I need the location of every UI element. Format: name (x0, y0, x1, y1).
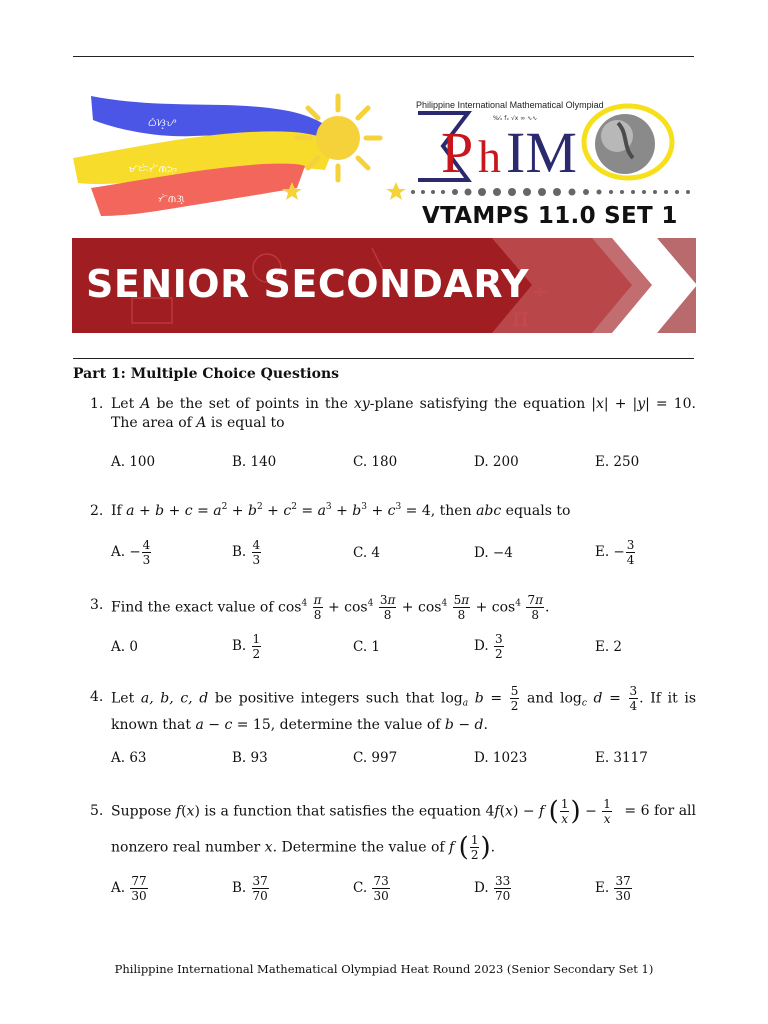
svg-text:IM: IM (506, 120, 577, 185)
banner-title: SENIOR SECONDARY (86, 262, 530, 306)
question-number: 3. (90, 597, 104, 613)
option-a[interactable]: A. $\frac{77}{30}$ (111, 874, 147, 903)
option-e[interactable]: E. 2 (595, 639, 623, 655)
section-rule (73, 358, 694, 359)
option-d[interactable]: D. 1023 (474, 750, 528, 766)
option-e[interactable]: E. 3117 (595, 750, 648, 766)
option-d[interactable]: D. 200 (474, 454, 519, 470)
question-number: 4. (90, 689, 104, 705)
option-a[interactable]: A. − $\frac{4}{3}$ (111, 538, 151, 567)
question-text: Suppose f(x) is a function that satisfies the equation 4f(x) − f ( $\frac{1}{x}$ ) − $\frac{1}{x}$ = 6 for all nonzero real number x. Determine the value of f ( $\frac{1}{2}$ ). (111, 796, 696, 862)
phimo-logo (418, 106, 672, 185)
svg-text:%⁄ₓ fₓ √x ∞ ∿∿: %⁄ₓ fₓ √x ∞ ∿∿ (493, 115, 538, 122)
sun-icon (296, 96, 380, 180)
option-e[interactable]: E. $\frac{37}{30}$ (595, 874, 631, 903)
option-a[interactable]: A. 100 (111, 454, 156, 470)
svg-text:÷: ÷ (532, 279, 549, 303)
question-number: 1. (90, 396, 104, 412)
org-name: Philippine International Mathematical Olympiad (416, 100, 604, 110)
option-a[interactable]: A. 63 (111, 750, 147, 766)
question-text: Find the exact value of $\cos^4$ $\frac{\pi}{8}$ + $\cos^4$ $\frac{3\pi}{8}$ + $\cos^4$ $\frac{5\pi}{8}$ + $\cos^4$ $\frac{7\pi}{8}$ . (111, 593, 550, 622)
question-text: If $a + b + c = a^2 + b^2 + c^2 = a^3 + b^3 + c^3 = 4$, then abc equals to (111, 502, 571, 519)
svg-text:π: π (512, 303, 530, 333)
option-c[interactable]: C. 180 (353, 454, 398, 470)
page-footer: Philippine International Mathematical Olympiad Heat Round 2023 (Senior Secondary Set 1) (114, 962, 654, 976)
svg-text:ᜋᜇᜒᜆᜒᜈᜅᜓ: ᜋᜇᜒᜆᜒᜈᜅᜓ (128, 164, 178, 175)
set-title: VTAMPS 11.0 SET 1 (422, 203, 678, 229)
part-title: Part 1: Multiple Choice Questions (73, 366, 340, 382)
dotted-line (411, 188, 690, 196)
option-b[interactable]: B. 93 (232, 750, 268, 766)
star-icon (386, 182, 406, 200)
svg-text:P: P (441, 120, 474, 185)
option-b[interactable]: B. $\frac{1}{2}$ (232, 632, 261, 661)
top-rule (73, 56, 694, 57)
option-d[interactable]: D. $\frac{3}{2}$ (474, 632, 503, 661)
question-text: Let A be the set of points in the xy-plane satisfying the equation |x| + |y| = 10. The area of A is equal to (111, 396, 696, 431)
question-text: Let a, b, c, d be positive integers such that $\log_a b$ = $\frac{5}{2}$ and $\log_c d$ = $\frac{3}{4}$ . If it is known that a − c = 15, determine the value of b − d. (111, 684, 696, 733)
option-d[interactable]: D. $\frac{33}{70}$ (474, 874, 511, 903)
option-b[interactable]: B. $\frac{37}{70}$ (232, 874, 268, 903)
option-d[interactable]: D. −4 (474, 545, 513, 561)
option-c[interactable]: C. 997 (353, 750, 398, 766)
option-e[interactable]: E. − $\frac{3}{4}$ (595, 538, 635, 567)
question-number: 2. (90, 503, 104, 519)
option-c[interactable]: C. $\frac{73}{30}$ (353, 874, 389, 903)
svg-text:h: h (478, 131, 501, 182)
svg-text:ᜊᜒᜐ᜔ᜌ: ᜊᜒᜐ᜔ᜌ (148, 118, 177, 129)
option-b[interactable]: B. $\frac{4}{3}$ (232, 538, 261, 567)
svg-text:ᜆᜒᜈᜄ᜔: ᜆᜒᜈᜄ᜔ (158, 194, 185, 205)
option-c[interactable]: C. 1 (353, 639, 381, 655)
question-number: 5. (90, 803, 104, 819)
option-b[interactable]: B. 140 (232, 454, 277, 470)
option-c[interactable]: C. 4 (353, 545, 381, 561)
option-a[interactable]: A. 0 (111, 639, 138, 655)
option-e[interactable]: E. 250 (595, 454, 640, 470)
